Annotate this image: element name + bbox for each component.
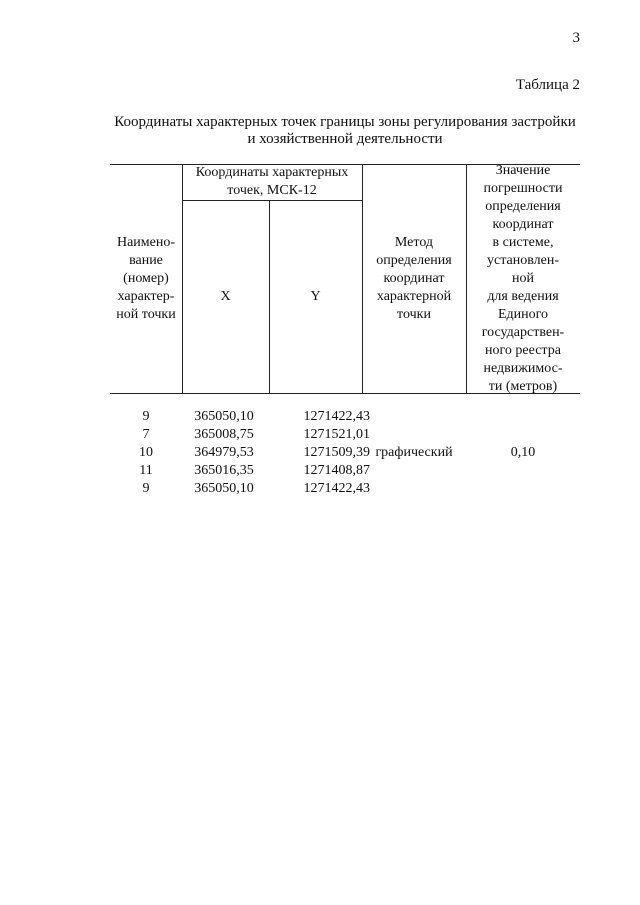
header-x: X	[220, 289, 231, 304]
row-y-value: 1271422,43	[303, 481, 370, 496]
row-y-value: 1271521,01	[303, 427, 370, 442]
row-point-name: 9	[142, 481, 150, 496]
error-value: 0,10	[510, 445, 536, 460]
page-number: 3	[572, 30, 580, 46]
row-point-name: 9	[142, 409, 150, 424]
table-label: Таблица 2	[515, 77, 580, 93]
method-value: графический	[375, 445, 453, 460]
header-error: Значение погрешности определения координат в системе, установлен- ной для ведения Единого государствен- ного реестра недвижимос- ти (метров)	[481, 163, 565, 394]
title-line-2: и хозяйственной деятельности	[247, 131, 443, 147]
row-x-value: 365050,10	[194, 481, 254, 496]
row-y-value: 1271422,43	[303, 409, 370, 424]
row-y-value: 1271408,87	[303, 463, 370, 478]
document-title	[100, 114, 590, 148]
header-method: Метод определения координат характерной точки	[376, 235, 452, 322]
row-x-value: 364979,53	[194, 445, 254, 460]
table-row	[110, 408, 580, 426]
row-x-value: 365050,10	[194, 409, 254, 424]
header-coords-group: Координаты характерных точек, МСК-12	[195, 165, 349, 198]
table-row	[110, 426, 580, 444]
row-point-name: 11	[139, 463, 153, 478]
header-name: Наимено- вание (номер) характер- ной точки	[116, 235, 176, 322]
table-body	[110, 408, 580, 498]
row-point-name: 7	[142, 427, 150, 442]
row-x-value: 365016,35	[194, 463, 254, 478]
row-point-name: 10	[139, 445, 153, 460]
table-header-grid	[110, 164, 580, 394]
row-x-value: 365008,75	[194, 427, 254, 442]
table-row	[110, 480, 580, 498]
table-row	[110, 462, 580, 480]
title-line-1: Координаты характерных точек границы зоны регулирования застройки	[114, 114, 576, 130]
row-y-value: 1271509,39	[303, 445, 370, 460]
header-y: Y	[310, 289, 321, 304]
